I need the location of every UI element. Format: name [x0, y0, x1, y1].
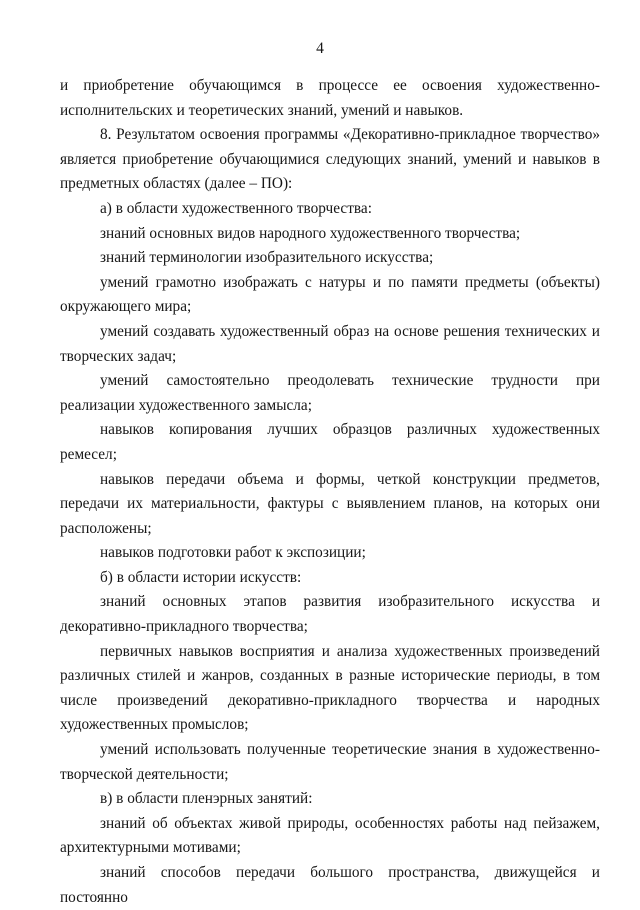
document-body — [60, 74, 600, 910]
paragraph-section-v-heading: в) в области пленэрных занятий: — [100, 790, 313, 808]
paragraph-list-item: умений самостоятельно преодолевать технические трудности при реализации художественного замысла; — [60, 372, 600, 414]
paragraph-list-item: знаний основных этапов развития изобразительного искусства и декоративно-прикладного творчества; — [60, 593, 600, 636]
paragraph-list-item: знаний об объектах живой природы, особенностях работы над пейзажем, архитектурными мотивами; — [60, 814, 600, 857]
paragraph-list-item: умений создавать художественный образ на основе решения технических и творческих задач; — [60, 322, 600, 365]
paragraph-continuation: и приобретение обучающимся в процессе ее освоения художественно-исполнительских и теоретических знаний, умений и навыков. — [60, 77, 600, 119]
paragraph-list-item: навыков копирования лучших образцов различных художественных ремесел; — [60, 421, 600, 463]
paragraph-list-item: навыков передачи объема и формы, четкой конструкции предметов, передачи их материальности, фактуры с выявлением планов, на которых они расположены; — [60, 470, 600, 537]
paragraph-section-a-heading: а) в области художественного творчества: — [100, 199, 372, 217]
paragraph-list-item: навыков подготовки работ к экспозиции; — [100, 544, 366, 562]
paragraph-list-item: знаний основных видов народного художественного творчества; — [100, 224, 521, 242]
page-number: 4 — [316, 40, 324, 57]
paragraph-list-item: умений использовать полученные теоретические знания в художественно-творческой деятельности; — [60, 741, 600, 783]
paragraph-section-b-heading: б) в области истории искусств: — [100, 568, 302, 586]
paragraph-list-item: первичных навыков восприятия и анализа художественных произведений различных стилей и жанров, созданных в разные исторические периоды, в том числе произведений декоративно-прикладного творчества и народных художественных промыслов; — [60, 642, 600, 734]
paragraph-list-item-truncated: знаний способов передачи большого пространства, движущейся и постоянно — [60, 864, 600, 906]
paragraph-list-item: умений грамотно изображать с натуры и по памяти предметы (объекты) окружающего мира; — [60, 273, 600, 316]
paragraph-item-8: 8. Результатом освоения программы «Декоративно-прикладное творчество» является приобретение обучающимися следующих знаний, умений и навыков в предметных областях (далее – ПО): — [60, 126, 600, 193]
paragraph-list-item: знаний терминологии изобразительного искусства; — [100, 249, 434, 267]
